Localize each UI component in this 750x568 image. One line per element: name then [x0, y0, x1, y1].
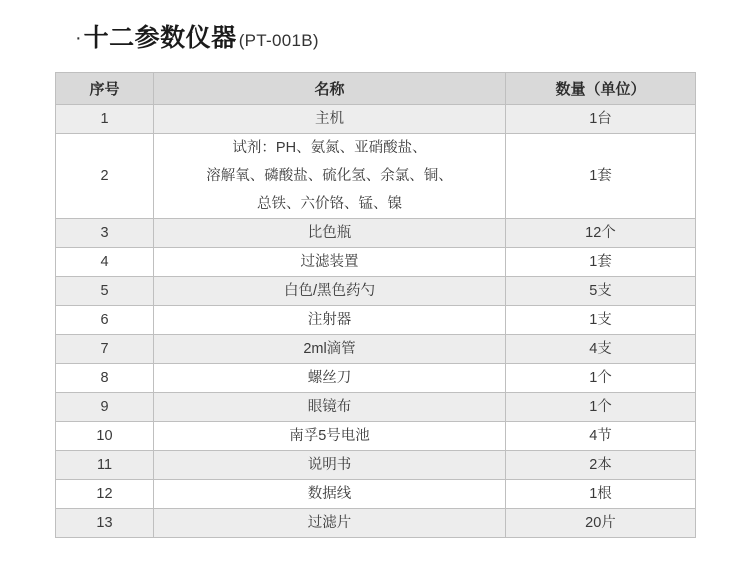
- cell-qty: 4节: [506, 422, 696, 451]
- cell-no: 3: [56, 219, 154, 248]
- cell-no: 9: [56, 393, 154, 422]
- cell-name: 眼镜布: [154, 393, 506, 422]
- column-header-no: 序号: [56, 73, 154, 105]
- cell-name: 说明书: [154, 451, 506, 480]
- cell-no: 1: [56, 105, 154, 134]
- cell-no: 7: [56, 335, 154, 364]
- cell-no: 2: [56, 134, 154, 219]
- title-main-text: 十二参数仪器: [83, 24, 237, 52]
- table-row: [56, 219, 696, 248]
- cell-qty: 1个: [506, 364, 696, 393]
- cell-no: 6: [56, 306, 154, 335]
- table-row: [56, 134, 696, 219]
- cell-no: 10: [56, 422, 154, 451]
- cell-no: 12: [56, 480, 154, 509]
- cell-qty: 1套: [506, 248, 696, 277]
- cell-qty: 1套: [506, 134, 696, 219]
- table-row: [56, 480, 696, 509]
- cell-name: 主机: [154, 105, 506, 134]
- cell-qty: 20片: [506, 509, 696, 538]
- cell-no: 4: [56, 248, 154, 277]
- cell-name: 南孚5号电池: [154, 422, 506, 451]
- cell-name-line: 总铁、六价铬、锰、镍: [257, 196, 402, 212]
- column-header-name: 名称: [154, 73, 506, 105]
- table-body: [56, 105, 696, 538]
- title-model-text: (PT-001B): [238, 31, 319, 50]
- cell-name: 比色瓶: [154, 219, 506, 248]
- cell-name: 数据线: [154, 480, 506, 509]
- cell-qty: 4支: [506, 335, 696, 364]
- table-row: [56, 306, 696, 335]
- cell-qty: 2本: [506, 451, 696, 480]
- cell-name-line: 试剂：PH、氨氮、亚硝酸盐、: [232, 140, 427, 156]
- cell-name: 2ml滴管: [154, 335, 506, 364]
- cell-no: 11: [56, 451, 154, 480]
- cell-name: 注射器: [154, 306, 506, 335]
- cell-qty: 1台: [506, 105, 696, 134]
- table-row: [56, 509, 696, 538]
- cell-qty: 1根: [506, 480, 696, 509]
- table-row: [56, 105, 696, 134]
- table-row: [56, 277, 696, 306]
- cell-no: 13: [56, 509, 154, 538]
- page-title: [75, 18, 319, 54]
- cell-name-line: 溶解氧、磷酸盐、硫化氢、余氯、铜、: [206, 168, 453, 184]
- cell-name: 过滤装置: [154, 248, 506, 277]
- cell-name: 过滤片: [154, 509, 506, 538]
- table-row: [56, 335, 696, 364]
- table-header: [56, 73, 696, 105]
- table-row: [56, 248, 696, 277]
- cell-qty: 5支: [506, 277, 696, 306]
- cell-no: 8: [56, 364, 154, 393]
- title-bullet-icon: ·: [75, 27, 82, 49]
- cell-name: 白色/黑色药勺: [154, 277, 506, 306]
- cell-qty: 1个: [506, 393, 696, 422]
- table-row: [56, 393, 696, 422]
- spec-table: [55, 72, 696, 538]
- table-row: [56, 364, 696, 393]
- table-row: [56, 451, 696, 480]
- cell-qty: 12个: [506, 219, 696, 248]
- cell-no: 5: [56, 277, 154, 306]
- column-header-qty: 数量（单位）: [506, 73, 696, 105]
- cell-name: 螺丝刀: [154, 364, 506, 393]
- table-row: [56, 422, 696, 451]
- table-header-row: [56, 73, 696, 105]
- cell-qty: 1支: [506, 306, 696, 335]
- cell-name: [154, 134, 506, 219]
- spec-table-container: [55, 72, 695, 538]
